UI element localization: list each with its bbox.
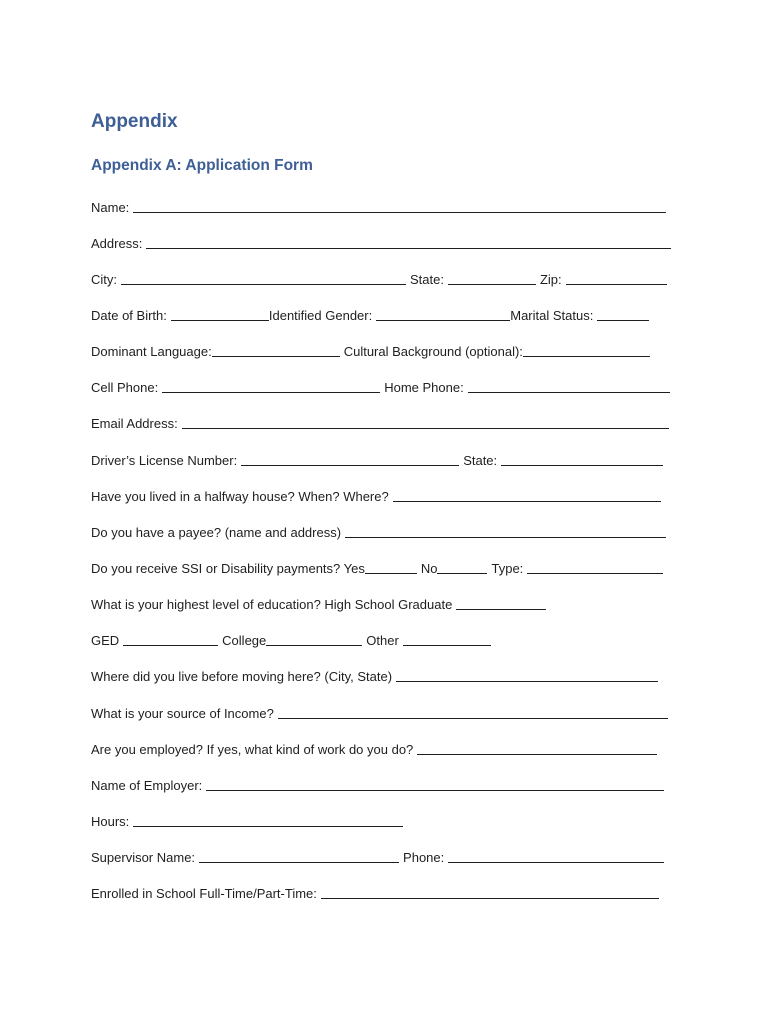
- city-state-zip-row: [91, 270, 667, 288]
- email-row: [91, 414, 669, 432]
- form-title: Appendix A: Application Form: [91, 157, 313, 174]
- other-field[interactable]: [403, 644, 491, 646]
- ged-label: GED: [91, 633, 120, 648]
- license-field[interactable]: [241, 464, 459, 466]
- supervisor-field[interactable]: [199, 861, 399, 863]
- dob-field[interactable]: [171, 319, 269, 321]
- email-field[interactable]: [182, 427, 669, 429]
- dob-label: Date of Birth:: [91, 308, 167, 323]
- income-field[interactable]: [278, 717, 668, 719]
- income-label: What is your source of Income?: [91, 706, 274, 721]
- college-label: College: [222, 633, 267, 648]
- halfway-row: [91, 487, 661, 505]
- dob-gender-marital-row: [91, 306, 649, 324]
- hours-field[interactable]: [133, 825, 403, 827]
- supervisor-phone-label: Phone:: [403, 850, 445, 865]
- license-state-field[interactable]: [501, 464, 663, 466]
- zip-field[interactable]: [566, 283, 667, 285]
- ssi-no-field[interactable]: [437, 572, 487, 574]
- name-row: [91, 198, 666, 216]
- college-field[interactable]: [266, 644, 362, 646]
- prev-residence-field[interactable]: [396, 680, 658, 682]
- name-field[interactable]: [133, 211, 666, 213]
- marital-field[interactable]: [597, 319, 649, 321]
- address-row: [91, 234, 671, 252]
- address-label: Address:: [91, 236, 143, 251]
- prev-residence-row: [91, 667, 658, 685]
- school-label: Enrolled in School Full-Time/Part-Time:: [91, 886, 317, 901]
- ssi-yes-field[interactable]: [365, 572, 417, 574]
- school-row: [91, 884, 659, 902]
- phone-row: [91, 378, 670, 396]
- supervisor-label: Supervisor Name:: [91, 850, 196, 865]
- name-label: Name:: [91, 200, 130, 215]
- license-label: Driver’s License Number:: [91, 453, 238, 468]
- language-field[interactable]: [212, 355, 340, 357]
- marital-label: Marital Status:: [510, 308, 594, 323]
- hours-label: Hours:: [91, 814, 130, 829]
- culture-label: Cultural Background (optional):: [343, 344, 523, 359]
- ssi-row: [91, 559, 663, 577]
- other-label: Other: [366, 633, 399, 648]
- education-options-row: [91, 631, 491, 649]
- employer-row: [91, 776, 664, 794]
- state-label: State:: [410, 272, 444, 287]
- employed-row: [91, 740, 657, 758]
- ssi-type-field[interactable]: [527, 572, 663, 574]
- cell-phone-field[interactable]: [162, 391, 380, 393]
- state-field[interactable]: [448, 283, 536, 285]
- payee-row: [91, 523, 666, 541]
- cell-phone-label: Cell Phone:: [91, 380, 159, 395]
- payee-field[interactable]: [345, 536, 666, 538]
- culture-field[interactable]: [523, 355, 650, 357]
- employer-field[interactable]: [206, 789, 664, 791]
- ssi-no-label: No: [420, 561, 438, 576]
- halfway-label: Have you lived in a halfway house? When? Where?: [91, 489, 389, 504]
- language-label: Dominant Language:: [91, 344, 212, 359]
- license-state-label: State:: [463, 453, 498, 468]
- ged-field[interactable]: [123, 644, 218, 646]
- supervisor-row: [91, 848, 664, 866]
- employed-label: Are you employed? If yes, what kind of work do you do?: [91, 742, 414, 757]
- school-field[interactable]: [321, 897, 659, 899]
- prev-residence-label: Where did you live before moving here? (City, State): [91, 669, 393, 684]
- license-row: [91, 451, 663, 469]
- hs-graduate-field[interactable]: [456, 608, 546, 610]
- employer-label: Name of Employer:: [91, 778, 203, 793]
- language-culture-row: [91, 342, 650, 360]
- ssi-type-label: Type:: [491, 561, 524, 576]
- email-label: Email Address:: [91, 416, 178, 431]
- home-phone-field[interactable]: [468, 391, 670, 393]
- education-row: [91, 595, 546, 613]
- hours-row: [91, 812, 403, 830]
- city-label: City:: [91, 272, 117, 287]
- address-field[interactable]: [146, 247, 671, 249]
- income-row: [91, 704, 668, 722]
- ssi-label: Do you receive SSI or Disability payments? Yes: [91, 561, 365, 576]
- gender-label: Identified Gender:: [268, 308, 373, 323]
- zip-label: Zip:: [539, 272, 562, 287]
- city-field[interactable]: [121, 283, 406, 285]
- employed-field[interactable]: [417, 753, 657, 755]
- gender-field[interactable]: [376, 319, 510, 321]
- halfway-field[interactable]: [393, 500, 661, 502]
- page-heading: Appendix: [91, 111, 178, 132]
- supervisor-phone-field[interactable]: [448, 861, 664, 863]
- education-label: What is your highest level of education? High School Graduate: [91, 597, 453, 612]
- home-phone-label: Home Phone:: [384, 380, 464, 395]
- payee-label: Do you have a payee? (name and address): [91, 525, 342, 540]
